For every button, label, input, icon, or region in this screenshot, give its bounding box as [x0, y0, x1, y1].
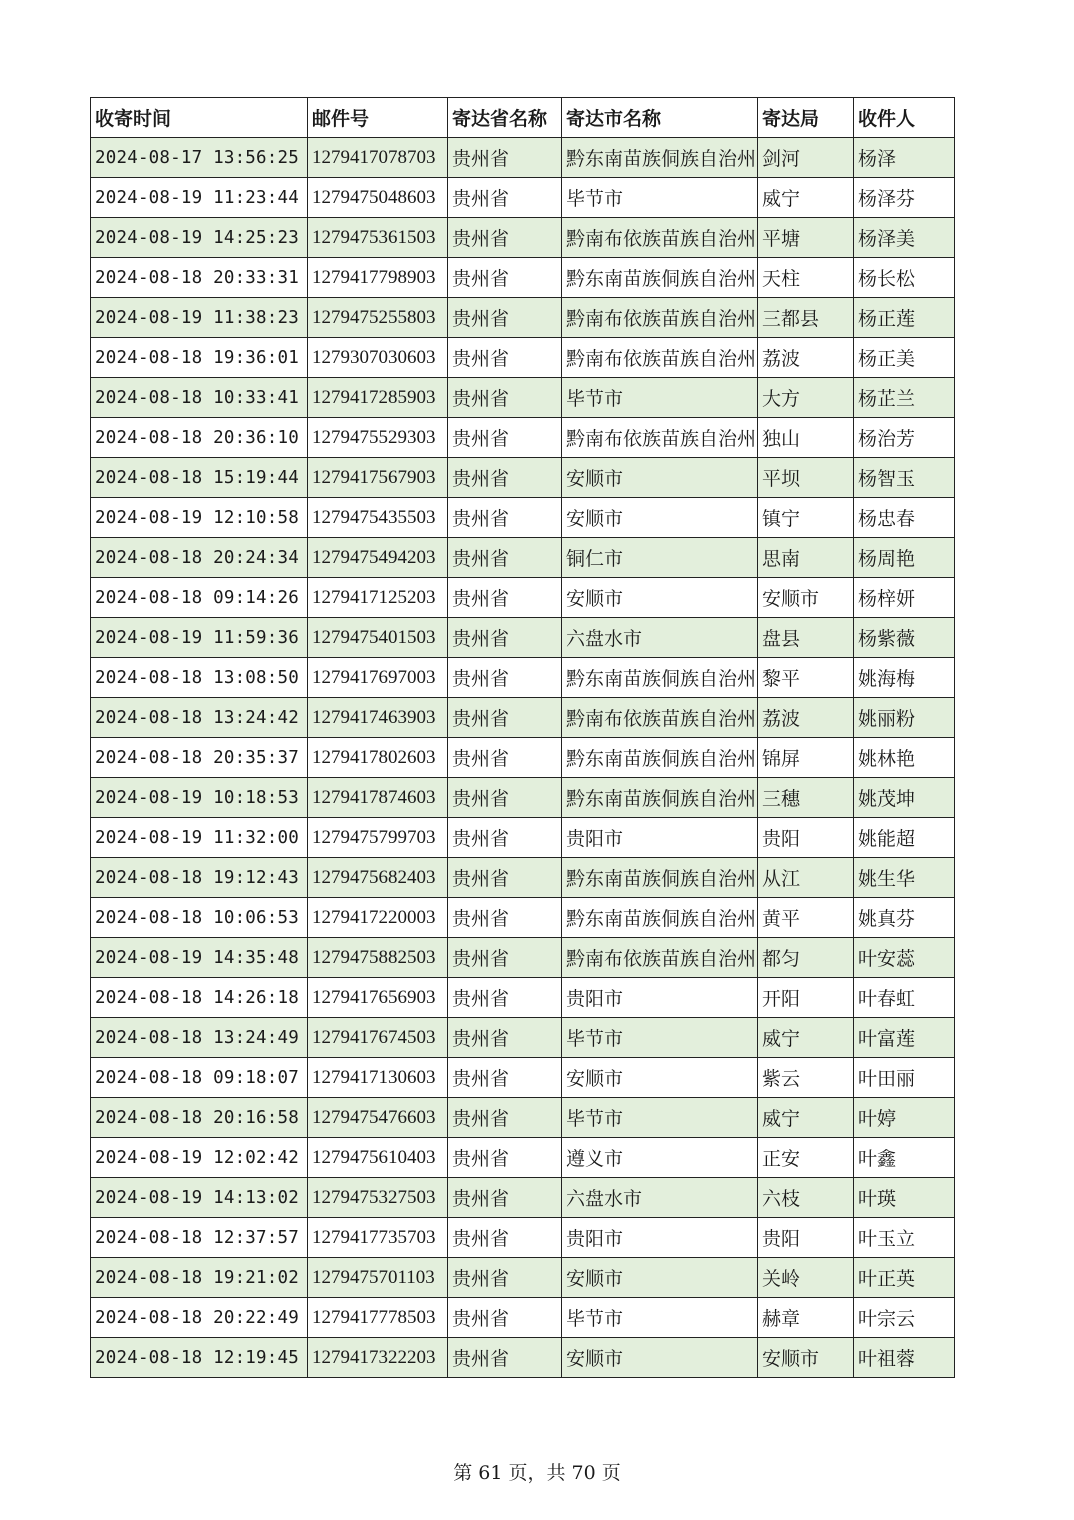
cell-send-time: 2024-08-18 09:14:26	[91, 578, 308, 618]
table-row	[91, 258, 955, 298]
cell-dest-province: 贵州省	[448, 858, 562, 898]
cell-dest-province: 贵州省	[448, 698, 562, 738]
cell-dest-province: 贵州省	[448, 738, 562, 778]
cell-recipient: 姚茂坤	[854, 778, 955, 818]
cell-dest-province: 贵州省	[448, 1058, 562, 1098]
cell-recipient: 杨忠春	[854, 498, 955, 538]
table-row	[91, 338, 955, 378]
cell-mail-number: 1279417567903	[308, 458, 448, 498]
cell-dest-city: 六盘水市	[562, 1178, 758, 1218]
cell-recipient: 杨智玉	[854, 458, 955, 498]
cell-dest-office: 威宁	[758, 1018, 854, 1058]
cell-mail-number: 1279475610403	[308, 1138, 448, 1178]
cell-dest-city: 安顺市	[562, 1338, 758, 1378]
cell-dest-province: 贵州省	[448, 1218, 562, 1258]
cell-dest-office: 紫云	[758, 1058, 854, 1098]
cell-dest-city: 黔东南苗族侗族自治州	[562, 738, 758, 778]
cell-mail-number: 1279475476603	[308, 1098, 448, 1138]
cell-recipient: 姚生华	[854, 858, 955, 898]
cell-dest-office: 独山	[758, 418, 854, 458]
cell-send-time: 2024-08-18 20:35:37	[91, 738, 308, 778]
cell-dest-office: 威宁	[758, 1098, 854, 1138]
cell-recipient: 杨紫薇	[854, 618, 955, 658]
cell-recipient: 杨泽芬	[854, 178, 955, 218]
cell-dest-city: 毕节市	[562, 1018, 758, 1058]
cell-dest-city: 安顺市	[562, 1058, 758, 1098]
cell-mail-number: 1279417285903	[308, 378, 448, 418]
cell-mail-number: 1279417798903	[308, 258, 448, 298]
cell-mail-number: 1279475048603	[308, 178, 448, 218]
cell-send-time: 2024-08-19 14:35:48	[91, 938, 308, 978]
table-row	[91, 698, 955, 738]
cell-dest-office: 贵阳	[758, 818, 854, 858]
cell-dest-province: 贵州省	[448, 1298, 562, 1338]
cell-dest-city: 黔南布依族苗族自治州	[562, 298, 758, 338]
table-row	[91, 378, 955, 418]
cell-dest-office: 平坝	[758, 458, 854, 498]
cell-dest-office: 荔波	[758, 698, 854, 738]
cell-recipient: 杨正莲	[854, 298, 955, 338]
table-row	[91, 818, 955, 858]
table-row	[91, 138, 955, 178]
cell-mail-number: 1279475494203	[308, 538, 448, 578]
cell-dest-province: 贵州省	[448, 658, 562, 698]
cell-recipient: 姚真芬	[854, 898, 955, 938]
table-row	[91, 618, 955, 658]
table-row	[91, 178, 955, 218]
cell-dest-province: 贵州省	[448, 1178, 562, 1218]
cell-dest-city: 黔南布依族苗族自治州	[562, 418, 758, 458]
cell-dest-office: 正安	[758, 1138, 854, 1178]
cell-send-time: 2024-08-19 11:59:36	[91, 618, 308, 658]
cell-recipient: 叶宗云	[854, 1298, 955, 1338]
cell-dest-city: 毕节市	[562, 1098, 758, 1138]
table-row	[91, 658, 955, 698]
cell-mail-number: 1279417322203	[308, 1338, 448, 1378]
cell-dest-province: 贵州省	[448, 1258, 562, 1298]
mail-records-table	[90, 97, 955, 1378]
cell-send-time: 2024-08-19 14:13:02	[91, 1178, 308, 1218]
table-row	[91, 938, 955, 978]
cell-dest-province: 贵州省	[448, 138, 562, 178]
cell-dest-city: 贵阳市	[562, 978, 758, 1018]
cell-dest-office: 安顺市	[758, 1338, 854, 1378]
cell-send-time: 2024-08-19 11:32:00	[91, 818, 308, 858]
cell-mail-number: 1279475682403	[308, 858, 448, 898]
cell-mail-number: 1279475529303	[308, 418, 448, 458]
table-row	[91, 858, 955, 898]
cell-send-time: 2024-08-18 19:21:02	[91, 1258, 308, 1298]
cell-mail-number: 1279475701103	[308, 1258, 448, 1298]
cell-dest-city: 黔南布依族苗族自治州	[562, 698, 758, 738]
cell-dest-office: 剑河	[758, 138, 854, 178]
header-recipient: 收件人	[854, 98, 955, 138]
table-row	[91, 898, 955, 938]
cell-dest-office: 关岭	[758, 1258, 854, 1298]
cell-dest-city: 黔东南苗族侗族自治州	[562, 858, 758, 898]
cell-dest-city: 遵义市	[562, 1138, 758, 1178]
cell-recipient: 杨周艳	[854, 538, 955, 578]
cell-dest-city: 安顺市	[562, 458, 758, 498]
cell-recipient: 杨泽美	[854, 218, 955, 258]
cell-mail-number: 1279417125203	[308, 578, 448, 618]
cell-recipient: 叶瑛	[854, 1178, 955, 1218]
cell-dest-office: 荔波	[758, 338, 854, 378]
cell-dest-city: 安顺市	[562, 498, 758, 538]
cell-dest-city: 安顺市	[562, 578, 758, 618]
cell-send-time: 2024-08-18 13:24:42	[91, 698, 308, 738]
cell-dest-province: 贵州省	[448, 1138, 562, 1178]
cell-dest-province: 贵州省	[448, 818, 562, 858]
cell-mail-number: 1279475361503	[308, 218, 448, 258]
cell-dest-city: 黔南布依族苗族自治州	[562, 218, 758, 258]
cell-send-time: 2024-08-18 10:33:41	[91, 378, 308, 418]
cell-recipient: 叶玉立	[854, 1218, 955, 1258]
cell-dest-province: 贵州省	[448, 178, 562, 218]
table-row	[91, 298, 955, 338]
table-row	[91, 538, 955, 578]
cell-dest-office: 黄平	[758, 898, 854, 938]
cell-dest-city: 毕节市	[562, 1298, 758, 1338]
cell-recipient: 叶祖蓉	[854, 1338, 955, 1378]
table-row	[91, 738, 955, 778]
cell-mail-number: 1279417078703	[308, 138, 448, 178]
cell-dest-province: 贵州省	[448, 618, 562, 658]
cell-dest-city: 黔东南苗族侗族自治州	[562, 658, 758, 698]
cell-dest-office: 六枝	[758, 1178, 854, 1218]
cell-dest-office: 三都县	[758, 298, 854, 338]
cell-mail-number: 1279417735703	[308, 1218, 448, 1258]
cell-send-time: 2024-08-18 12:37:57	[91, 1218, 308, 1258]
cell-send-time: 2024-08-19 11:38:23	[91, 298, 308, 338]
cell-dest-province: 贵州省	[448, 458, 562, 498]
cell-dest-province: 贵州省	[448, 218, 562, 258]
table-row	[91, 1138, 955, 1178]
cell-recipient: 杨正美	[854, 338, 955, 378]
cell-mail-number: 1279417220003	[308, 898, 448, 938]
cell-send-time: 2024-08-18 10:06:53	[91, 898, 308, 938]
header-dest-office: 寄达局	[758, 98, 854, 138]
cell-recipient: 杨长松	[854, 258, 955, 298]
cell-dest-office: 三穗	[758, 778, 854, 818]
cell-recipient: 杨泽	[854, 138, 955, 178]
cell-mail-number: 1279417778503	[308, 1298, 448, 1338]
header-send-time: 收寄时间	[91, 98, 308, 138]
cell-dest-office: 盘县	[758, 618, 854, 658]
cell-dest-office: 安顺市	[758, 578, 854, 618]
cell-dest-province: 贵州省	[448, 258, 562, 298]
cell-dest-office: 锦屏	[758, 738, 854, 778]
table-row	[91, 1298, 955, 1338]
cell-recipient: 叶婷	[854, 1098, 955, 1138]
cell-dest-province: 贵州省	[448, 1098, 562, 1138]
cell-dest-city: 贵阳市	[562, 1218, 758, 1258]
cell-mail-number: 1279417802603	[308, 738, 448, 778]
table-body	[91, 138, 955, 1378]
cell-mail-number: 1279417697003	[308, 658, 448, 698]
cell-dest-province: 贵州省	[448, 778, 562, 818]
cell-mail-number: 1279417674503	[308, 1018, 448, 1058]
cell-dest-province: 贵州省	[448, 378, 562, 418]
cell-recipient: 叶富莲	[854, 1018, 955, 1058]
table-row	[91, 1098, 955, 1138]
cell-send-time: 2024-08-18 13:08:50	[91, 658, 308, 698]
cell-mail-number: 1279475799703	[308, 818, 448, 858]
cell-send-time: 2024-08-17 13:56:25	[91, 138, 308, 178]
cell-send-time: 2024-08-18 09:18:07	[91, 1058, 308, 1098]
cell-dest-city: 黔南布依族苗族自治州	[562, 938, 758, 978]
cell-recipient: 杨芷兰	[854, 378, 955, 418]
cell-mail-number: 1279475435503	[308, 498, 448, 538]
cell-dest-office: 黎平	[758, 658, 854, 698]
cell-mail-number: 1279475327503	[308, 1178, 448, 1218]
cell-send-time: 2024-08-18 13:24:49	[91, 1018, 308, 1058]
cell-mail-number: 1279417463903	[308, 698, 448, 738]
cell-dest-office: 贵阳	[758, 1218, 854, 1258]
table-row	[91, 1018, 955, 1058]
cell-recipient: 杨梓妍	[854, 578, 955, 618]
cell-mail-number: 1279417130603	[308, 1058, 448, 1098]
cell-dest-province: 贵州省	[448, 1338, 562, 1378]
cell-recipient: 叶安蕊	[854, 938, 955, 978]
cell-dest-office: 赫章	[758, 1298, 854, 1338]
cell-mail-number: 1279417656903	[308, 978, 448, 1018]
table-row	[91, 1218, 955, 1258]
cell-dest-province: 贵州省	[448, 418, 562, 458]
cell-dest-office: 大方	[758, 378, 854, 418]
cell-dest-province: 贵州省	[448, 498, 562, 538]
cell-dest-city: 黔东南苗族侗族自治州	[562, 778, 758, 818]
table-row	[91, 578, 955, 618]
cell-send-time: 2024-08-18 14:26:18	[91, 978, 308, 1018]
cell-recipient: 姚能超	[854, 818, 955, 858]
cell-dest-city: 六盘水市	[562, 618, 758, 658]
table-row	[91, 1338, 955, 1378]
cell-send-time: 2024-08-18 20:33:31	[91, 258, 308, 298]
cell-dest-city: 贵阳市	[562, 818, 758, 858]
cell-dest-city: 铜仁市	[562, 538, 758, 578]
cell-recipient: 姚丽粉	[854, 698, 955, 738]
table-row	[91, 458, 955, 498]
cell-dest-office: 镇宁	[758, 498, 854, 538]
cell-send-time: 2024-08-18 20:22:49	[91, 1298, 308, 1338]
table-row	[91, 1178, 955, 1218]
cell-send-time: 2024-08-18 15:19:44	[91, 458, 308, 498]
page-footer: 第 61 页，共 70 页	[453, 1462, 621, 1484]
cell-dest-office: 思南	[758, 538, 854, 578]
cell-dest-province: 贵州省	[448, 1018, 562, 1058]
cell-dest-city: 毕节市	[562, 378, 758, 418]
cell-dest-province: 贵州省	[448, 938, 562, 978]
cell-mail-number: 1279475255803	[308, 298, 448, 338]
table-row	[91, 418, 955, 458]
cell-send-time: 2024-08-18 20:36:10	[91, 418, 308, 458]
header-mail-number: 邮件号	[308, 98, 448, 138]
cell-send-time: 2024-08-18 20:16:58	[91, 1098, 308, 1138]
cell-recipient: 姚林艳	[854, 738, 955, 778]
cell-dest-city: 黔东南苗族侗族自治州	[562, 258, 758, 298]
cell-recipient: 叶田丽	[854, 1058, 955, 1098]
table-row	[91, 498, 955, 538]
cell-mail-number: 1279307030603	[308, 338, 448, 378]
cell-dest-city: 毕节市	[562, 178, 758, 218]
table-row	[91, 778, 955, 818]
table-row	[91, 218, 955, 258]
cell-send-time: 2024-08-19 11:23:44	[91, 178, 308, 218]
cell-dest-city: 安顺市	[562, 1258, 758, 1298]
cell-dest-province: 贵州省	[448, 898, 562, 938]
cell-send-time: 2024-08-18 12:19:45	[91, 1338, 308, 1378]
table-row	[91, 1258, 955, 1298]
cell-mail-number: 1279417874603	[308, 778, 448, 818]
cell-mail-number: 1279475882503	[308, 938, 448, 978]
cell-dest-city: 黔东南苗族侗族自治州	[562, 898, 758, 938]
cell-dest-office: 都匀	[758, 938, 854, 978]
cell-send-time: 2024-08-18 19:36:01	[91, 338, 308, 378]
cell-send-time: 2024-08-19 14:25:23	[91, 218, 308, 258]
cell-recipient: 叶鑫	[854, 1138, 955, 1178]
cell-dest-city: 黔东南苗族侗族自治州	[562, 138, 758, 178]
cell-send-time: 2024-08-18 19:12:43	[91, 858, 308, 898]
cell-recipient: 叶正英	[854, 1258, 955, 1298]
cell-dest-province: 贵州省	[448, 978, 562, 1018]
table-row	[91, 1058, 955, 1098]
cell-recipient: 姚海梅	[854, 658, 955, 698]
table-row	[91, 978, 955, 1018]
cell-dest-city: 黔南布依族苗族自治州	[562, 338, 758, 378]
cell-send-time: 2024-08-19 10:18:53	[91, 778, 308, 818]
cell-dest-office: 威宁	[758, 178, 854, 218]
header-dest-province: 寄达省名称	[448, 98, 562, 138]
cell-dest-province: 贵州省	[448, 538, 562, 578]
cell-dest-office: 天柱	[758, 258, 854, 298]
cell-mail-number: 1279475401503	[308, 618, 448, 658]
cell-send-time: 2024-08-19 12:10:58	[91, 498, 308, 538]
table-header-row	[91, 98, 955, 138]
cell-send-time: 2024-08-19 12:02:42	[91, 1138, 308, 1178]
cell-dest-office: 开阳	[758, 978, 854, 1018]
cell-dest-province: 贵州省	[448, 298, 562, 338]
cell-recipient: 杨治芳	[854, 418, 955, 458]
header-dest-city: 寄达市名称	[562, 98, 758, 138]
cell-dest-province: 贵州省	[448, 338, 562, 378]
cell-send-time: 2024-08-18 20:24:34	[91, 538, 308, 578]
cell-dest-office: 从江	[758, 858, 854, 898]
cell-dest-province: 贵州省	[448, 578, 562, 618]
cell-recipient: 叶春虹	[854, 978, 955, 1018]
cell-dest-office: 平塘	[758, 218, 854, 258]
